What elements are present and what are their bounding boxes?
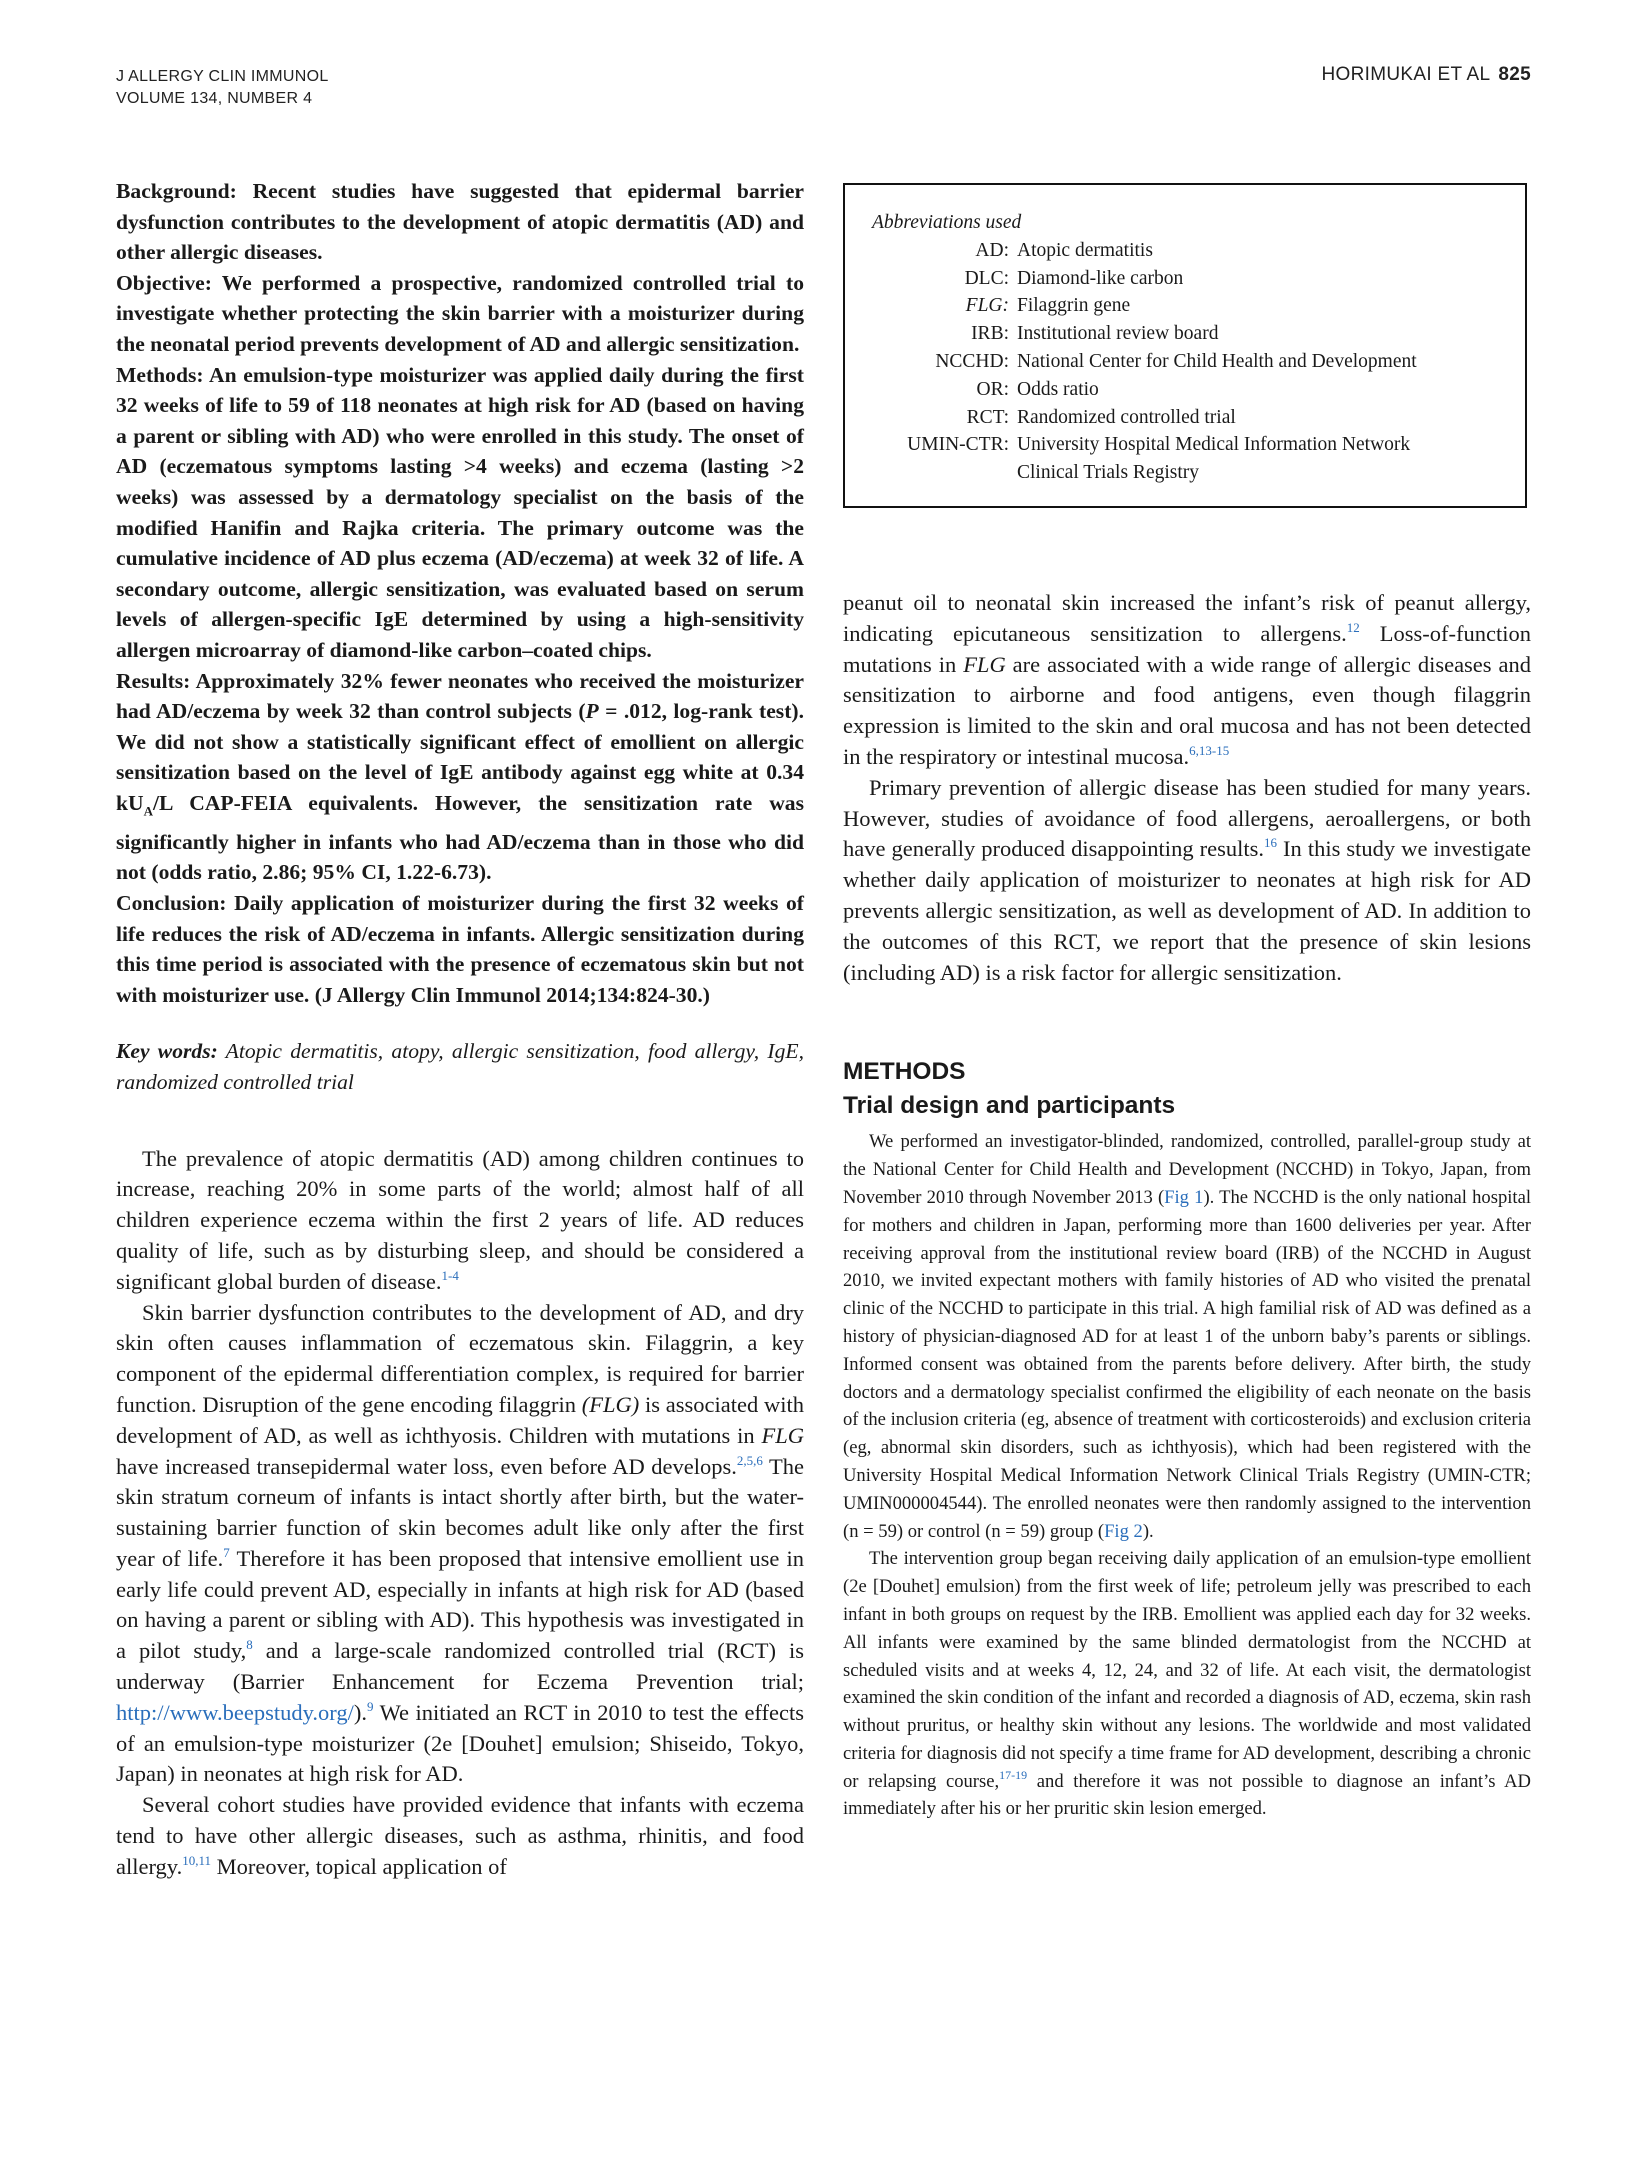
citation[interactable]: 12: [1346, 619, 1360, 635]
citation[interactable]: 1-4: [441, 1267, 459, 1283]
abbreviations-list: [863, 237, 1507, 487]
abbreviation-row: RCT: Randomized controlled trial: [966, 406, 1236, 428]
citation[interactable]: 6,13-15: [1189, 742, 1230, 758]
citation[interactable]: 10,11: [182, 1852, 212, 1868]
abbreviations-title: Abbreviations used: [872, 212, 1022, 233]
beep-study-link[interactable]: http://www.beepstudy.org/: [116, 1699, 354, 1725]
running-header-left: [116, 66, 329, 110]
abbreviation-row: FLG: Filaggrin gene: [965, 295, 1131, 317]
intro-paragraph-4: peanut oil to neonatal skin increased the infant’s risk of peanut allergy, indicating epicutaneous sensitization to allergens.$^{12}$ Loss-of-function mutations in FLG are associated with a wide range of allergic diseases and sensitization to airborne and food antigens, even though filaggrin expression is limited to the skin and oral mucosa and has not been detected in the respiratory or intestinal mucosa.$^{6,13-15}$: [843, 590, 1532, 769]
intro-paragraph-3: Several cohort studies have provided evidence that infants with eczema tend to have other allergic diseases, such as asthma, rhinitis, and food allergy.$^{10,11}$ Moreover, topical application of: [116, 1792, 804, 1879]
abbreviation-row: NCCHD: National Center for Child Health and Development: [935, 350, 1417, 372]
citation[interactable]: 9: [367, 1698, 374, 1714]
left-column: [116, 176, 804, 1883]
intro-paragraph-1: The prevalence of atopic dermatitis (AD) among children continues to increase, reaching 20% in some parts of the world; almost half of all children experience eczema within the first 2 years of life. AD reduces quality of life, such as by disturbing sleep, and should be considered a significant global burden of disease.$^{1-4}$: [116, 1145, 804, 1294]
abbreviation-row: UMIN-CTR: University Hospital Medical Information Network: [907, 434, 1411, 456]
citation[interactable]: 17-19: [999, 1767, 1028, 1782]
methods-heading: METHODS: [843, 1058, 966, 1086]
abbreviation-row: AD: Atopic dermatitis: [975, 239, 1153, 261]
abstract-conclusion: Conclusion: Daily application of moisturizer during the first 32 weeks of life reduces the risk of AD/eczema in infants. Allergic sensitization during this time period is associated with the presence of eczematous skin but not with moisturizer use. (J Allergy Clin Immunol 2014;134:824-30.): [116, 890, 804, 1007]
abbreviation-row: IRB: Institutional review board: [971, 323, 1219, 345]
citation[interactable]: 2,5,6: [736, 1452, 763, 1468]
citation[interactable]: 8: [246, 1637, 253, 1653]
abbreviation-row: Clinical Trials Registry: [1017, 462, 1200, 484]
running-header-right: [1322, 64, 1531, 86]
methods-text: [843, 1128, 1531, 1823]
fig-1-link[interactable]: Fig 1: [1164, 1186, 1204, 1208]
abstract-results: Results: Approximately 32% fewer neonates who received the moisturizer had AD/eczema by week 32 than control subjects (P = .012, log-rank test). We did not show a statistically significant effect of emollient on allergic sensitization based on the level of IgE antibody against egg white at 0.34 $kU_A/L$ CAP-FEIA equivalents. However, the sensitization rate was significantly higher in infants who had AD/eczema than in those who did not (odds ratio, 2.86; 95% CI, 1.22-6.73).: [116, 668, 804, 885]
intro-continued: [843, 588, 1531, 988]
abbreviation-row: DLC: Diamond-like carbon: [964, 267, 1184, 289]
keywords: Key words: Atopic dermatitis, atopy, allergic sensitization, food allergy, IgE, randomized controlled trial: [116, 1039, 805, 1094]
author-running-head: HORIMUKAI ET AL: [1321, 64, 1491, 85]
abstract: [116, 176, 804, 1010]
intro-paragraph-2: Skin barrier dysfunction contributes to the development of AD, and dry skin often causes inflammation of eczematous skin. Filaggrin, a key component of the epidermal differentiation complex, is required for barrier function. Disruption of the gene encoding filaggrin (FLG) is associated with development of AD, as well as ichthyosis. Children with mutations in FLG have increased transepidermal water loss, even before AD develops.$^{2,5,6}$ The skin stratum corneum of infants is intact shortly after birth, but the water-sustaining barrier function of skin becomes adult like only after the first year of life.$^7$ Therefore it has been proposed that intensive emollient use in early life could prevent AD, especially in infants at high risk for AD (based on having a parent or sibling with AD). This hypothesis was investigated in a pilot study,$^8$ and a large-scale randomized controlled trial (RCT) is underway (Barrier Enhancement for Eczema Prevention trial; http://www.beepstudy.org/).$^9$ We initiated an RCT in 2010 to test the effects of an emulsion-type moisturizer (2e [Douhet] emulsion; Shiseido, Tokyo, Japan) in neonates at high risk for AD.: [116, 1299, 804, 1787]
methods-paragraph-1: We performed an investigator-blinded, randomized, controlled, parallel-group study at the National Center for Child Health and Development (NCCHD) in Tokyo, Japan, from November 2010 through November 2013 (Fig 1). The NCCHD is the only national hospital for mothers and children in Japan, performing more than 1600 deliveries per year. After receiving approval from the institutional review board (IRB) of the NCCHD in August 2010, we invited expectant mothers with family histories of AD who visited the prenatal clinic of the NCCHD to participate in this trial. A high familial risk of AD was defined as a history of physician-diagnosed AD for at least 1 of the unborn baby’s parents or siblings. Informed consent was obtained from the parents before delivery. After birth, the study doctors and a dermatology specialist confirmed the eligibility of each neonate on the basis of the inclusion criteria (eg, absence of treatment with corticosteroids) and exclusion criteria (eg, abnormal skin disorders, such as ichthyosis), which had been registered with the University Hospital Medical Information Network Clinical Trials Registry (UMIN-CTR; UMIN000004544). The enrolled neonates were then randomly assigned to the intervention (n = 59) or control (n = 59) group (Fig 2).: [843, 1131, 1532, 1542]
abbreviations-box: [843, 183, 1527, 508]
abstract-methods: Methods: An emulsion-type moisturizer was applied daily during the first 32 weeks of life to 59 of 118 neonates at high risk for AD (based on having a parent or sibling with AD) who were enrolled in this study. The onset of AD (eczematous symptoms lasting >4 weeks) and eczema (lasting >2 weeks) was assessed by a dermatology specialist on the basis of the modified Hanifin and Rajka criteria. The primary outcome was the cumulative incidence of AD plus eczema (AD/eczema) at week 32 of life. A secondary outcome, allergic sensitization, was evaluated based on serum levels of allergen-specific IgE determined by using a high-sensitivity allergen microarray of diamond-like carbon–coated chips.: [116, 362, 804, 662]
intro-paragraph-5: Primary prevention of allergic disease has been studied for many years. However, studies of avoidance of food allergens, aeroallergens, or both have generally produced disappointing results.$^{16}$ In this study we investigate whether daily application of moisturizer to neonates at high risk for AD prevents allergic sensitization, as well as development of AD. In addition to the outcomes of this RCT, we report that the presence of skin lesions (including AD) is a risk factor for allergic sensitization.: [843, 774, 1532, 985]
abbreviation-row: OR: Odds ratio: [976, 378, 1099, 400]
abstract-background: Background: Recent studies have suggested that epidermal barrier dysfunction contributes to the development of atopic dermatitis (AD) and other allergic diseases.: [116, 179, 804, 265]
right-column: [843, 183, 1531, 1823]
fig-2-link[interactable]: Fig 2: [1104, 1520, 1143, 1542]
page-number: 825: [1498, 64, 1531, 85]
methods-paragraph-2: The intervention group began receiving daily application of an emulsion-type emollient (2e [Douhet] emulsion) from the first week of life; petroleum jelly was prescribed to each infant in both groups on request by the IRB. Emollient was applied each day for 32 weeks. All infants were examined by the same blinded dermatologist from the NCCHD at scheduled visits and at weeks 4, 12, 24, and 32 of life. At each visit, the dermatologist examined the skin condition of the infant and recorded a diagnosis of AD, eczema, skin rash without pruritus, or healthy skin without any lesions. The worldwide and most validated criteria for diagnosis did not specify a time frame for AD development, describing a chronic or relapsing course,$^{17-19}$ and therefore it was not possible to diagnose an infant’s AD immediately after his or her pruritic skin lesion emerged.: [843, 1548, 1531, 1820]
trial-design-heading: Trial design and participants: [843, 1092, 1176, 1120]
volume-number: VOLUME 134, NUMBER 4: [116, 90, 313, 107]
citation[interactable]: 7: [223, 1544, 230, 1560]
citation[interactable]: 16: [1264, 835, 1277, 851]
abstract-objective: Objective: We performed a prospective, randomized controlled trial to investigate whether protecting the skin barrier with a moisturizer during the neonatal period prevents development of AD and allergic sensitization.: [116, 270, 804, 356]
introduction: [116, 1144, 804, 1883]
journal-name: J ALLERGY CLIN IMMUNOL: [116, 68, 329, 85]
